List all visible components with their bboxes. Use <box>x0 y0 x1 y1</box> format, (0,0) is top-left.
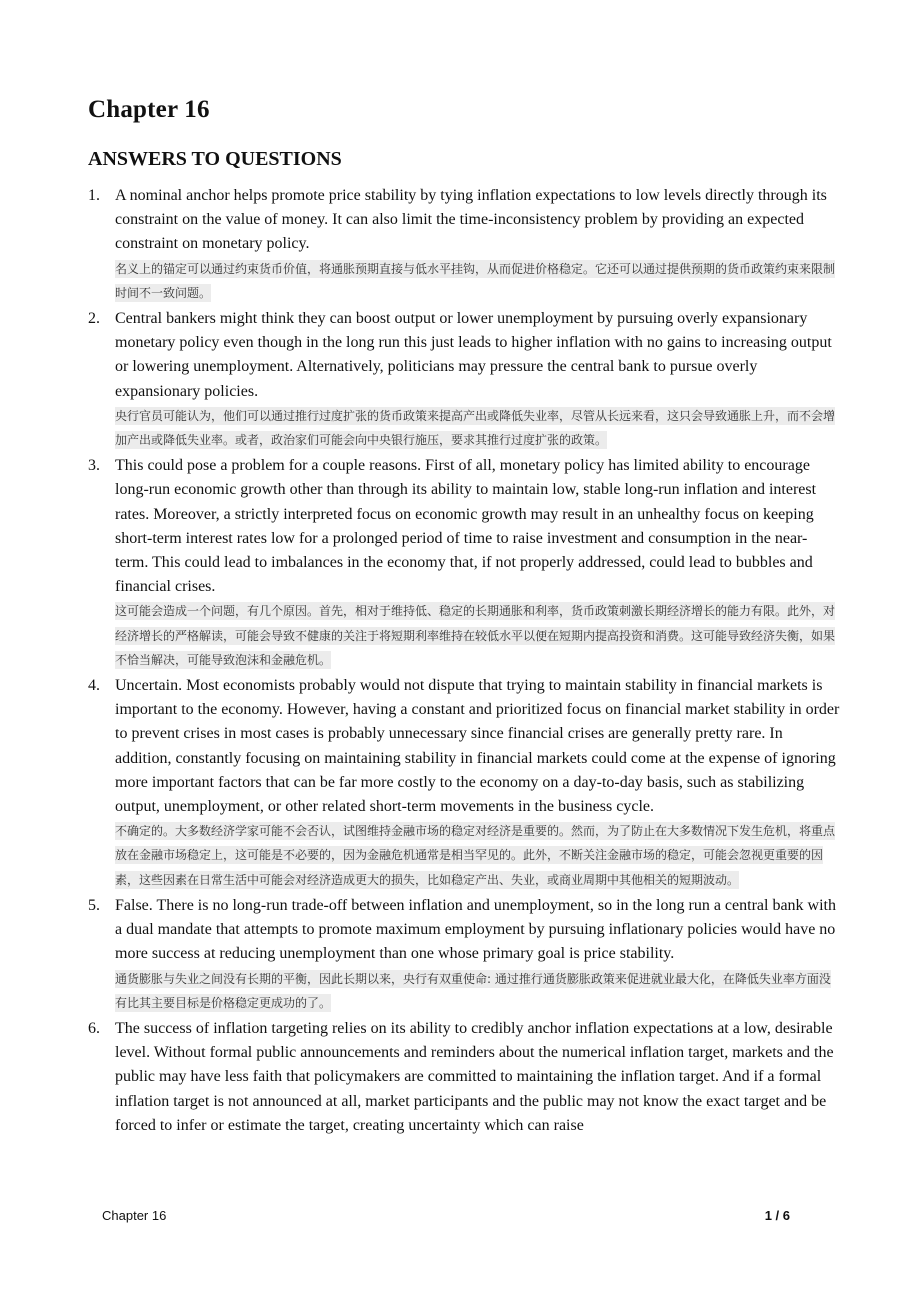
chinese-highlight: 名义上的锚定可以通过约束货币价值，将通胀预期直接与低水平挂钩，从而促进价格稳定。它还可以通过提供预期的货币政策约束来限制时间不一致问题。 <box>115 261 836 300</box>
answer-item <box>88 184 840 305</box>
answer-text-chinese <box>115 257 840 305</box>
answer-number: 5. <box>88 896 100 914</box>
answer-item <box>88 307 840 452</box>
chinese-highlight: 央行官员可能认为，他们可以通过推行过度扩张的货币政策来提高产出或降低失业率，尽管从长远来看，这只会导致通胀上升，而不会增加产出或降低失业率。或者，政治家们可能会向中央银行施压，要求其推行过度扩张的政策。 <box>115 408 836 448</box>
answer-item <box>88 454 840 672</box>
footer-page-number: 1 / 6 <box>764 1208 790 1223</box>
answer-number: 6. <box>88 1019 100 1037</box>
chinese-highlight: 不确定的。大多数经济学家可能不会否认，试图维持金融市场的稳定对经济是重要的。然而，为了防止在大多数情况下发生危机，将重点放在金融市场稳定上，这可能是不必要的，因为金融危机通常是相当罕见的。此外，不断关注金融市场的稳定，可能会忽视更重要的因素，这些因素在日常生活中可能会对经济造成更大的损失，比如稳定产出、失业，或商业周期中其他相关的短期波动。 <box>115 824 836 887</box>
answer-item <box>88 894 840 1015</box>
answer-text-english: Central bankers might think they can boost output or lower unemployment by pursuing overly expansionary monetary policy even though in the long run this just leads to higher inflation with no gains to increasing output or lowering unemployment. Alternatively, politicians may pressure the central bank to pursue overly expansionary policies. <box>115 310 832 400</box>
answer-item <box>88 674 840 892</box>
answer-text-chinese <box>115 819 840 892</box>
chinese-highlight: 这可能会造成一个问题，有几个原因。首先，相对于维持低、稳定的长期通胀和利率，货币政策刺激长期经济增长的能力有限。此外，对经济增长的严格解读，可能会导致不健康的关注于将短期利率维持在较低水平以便在短期内提高投资和消费。这可能导致经济失衡，如果不恰当解决，可能导致泡沫和金融危机。 <box>115 604 836 667</box>
footer-chapter-label: Chapter 16 <box>102 1208 167 1223</box>
answer-text-english: False. There is no long-run trade-off between inflation and unemployment, so in the long run a central bank with a dual mandate that attempts to promote maximum employment by pursuing inflationary policies would have no more success at reducing unemployment than one whose primary goal is price stability. <box>115 896 836 963</box>
answer-text-chinese <box>115 599 840 672</box>
section-title: ANSWERS TO QUESTIONS <box>88 148 342 170</box>
answer-text-english: Uncertain. Most economists probably would not dispute that trying to maintain stability in financial markets is important to the economy. However, having a constant and prioritized focus on financial market stability in order to prevent crises in most cases is probably unnecessary since financial crises are generally pretty rare. In addition, constantly focusing on maintaining stability in financial markets could come at the expense of ignoring more important factors that can be far more costly to the economy on a day-to-day basis, such as stabilizing output, unemployment, or other related short-term movements in the business cycle. <box>115 677 840 816</box>
answer-text-chinese <box>115 967 840 1015</box>
chinese-highlight: 通货膨胀与失业之间没有长期的平衡，因此长期以来，央行有双重使命: 通过推行通货膨胀政策来促进就业最大化，在降低失业率方面没有比其主要目标是价格稳定更成功的了。 <box>115 971 831 1010</box>
answer-text-english: This could pose a problem for a couple reasons. First of all, monetary policy has limited ability to encourage long-run economic growth other than through its ability to maintain low, stable long-run inflation and interest rates. Moreover, a strictly interpreted focus on economic growth may result in an unhealthy focus on keeping short-term interest rates low for a prolonged period of time to raise investment and consumption in the near-term. This could lead to imbalances in the economy that, if not properly addressed, could lead to bubbles and financial crises. <box>115 457 817 596</box>
answer-number: 1. <box>88 187 100 204</box>
answer-text-english: The success of inflation targeting relies on its ability to credibly anchor inflation expectations at a low, desirable level. Without formal public announcements and reminders about the numerical inflation target, markets and the public may have less faith that policymakers are committed to maintaining the inflation target. And if a formal inflation target is not announced at all, market participants and the public may not know the exact target and be forced to infer or estimate the target, creating uncertainty which can raise <box>115 1019 834 1134</box>
answer-text-english: A nominal anchor helps promote price stability by tying inflation expectations to low levels directly through its constraint on the value of money. It can also limit the time-inconsistency problem by providing an expected constraint on monetary policy. <box>115 187 827 253</box>
answer-item <box>88 1017 840 1138</box>
answer-text-chinese <box>115 404 840 452</box>
chapter-title: Chapter 16 <box>88 96 210 123</box>
answer-number: 4. <box>88 677 100 695</box>
answers-list <box>88 184 840 1138</box>
answer-number: 2. <box>88 310 100 328</box>
answer-number: 3. <box>88 457 100 475</box>
